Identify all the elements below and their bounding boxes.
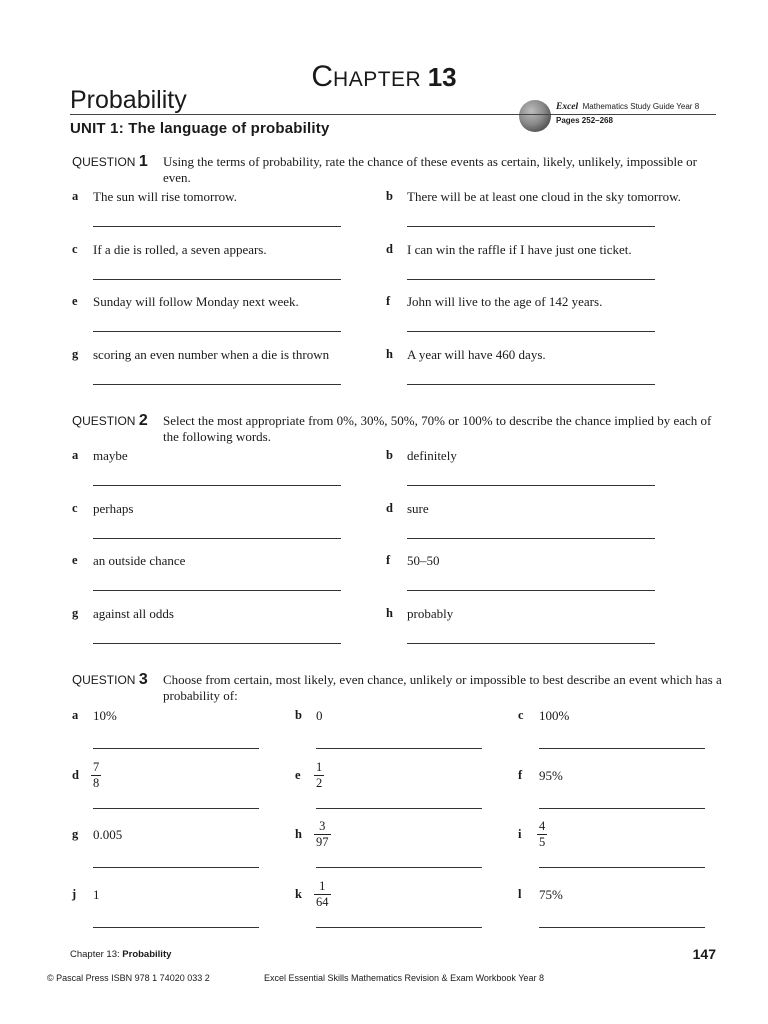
excel-brand: Excel	[556, 102, 579, 112]
item-letter: g	[72, 346, 79, 361]
item-letter: h	[386, 346, 393, 361]
answer-line[interactable]	[539, 748, 705, 749]
answer-line[interactable]	[407, 485, 655, 486]
study-guide-reference	[556, 102, 699, 112]
item-text: sure	[407, 500, 429, 516]
item-letter: e	[72, 294, 78, 308]
question-1-instructions: Using the terms of probability, rate the chance of these events as certain, likely, unlikely, impossible or even.	[163, 154, 697, 185]
footer-chapter-topic: Probability	[122, 949, 172, 960]
item-text: 1	[93, 886, 100, 902]
answer-line[interactable]	[407, 643, 655, 644]
fraction-denominator: 2	[316, 775, 323, 790]
question-label-initial: Q	[72, 413, 83, 428]
answer-line[interactable]	[539, 808, 705, 809]
item-text: The sun will rise tomorrow.	[93, 189, 237, 204]
item-text: 75%	[539, 886, 563, 902]
item-letter: d	[72, 767, 79, 782]
item-text: against all odds	[93, 605, 174, 621]
item-text: 95%	[539, 767, 563, 783]
item-letter: a	[72, 189, 79, 203]
item-fraction	[537, 819, 547, 850]
answer-line[interactable]	[93, 643, 341, 644]
item-letter: g	[72, 827, 79, 841]
item-letter: f	[386, 553, 391, 567]
item-letter: d	[386, 241, 393, 256]
item-fraction	[314, 819, 331, 850]
item-text: Sunday will follow Monday next week.	[93, 294, 299, 309]
question-number: 1	[138, 153, 148, 170]
excel-logo-badge	[519, 100, 551, 132]
item-text: definitely	[407, 448, 457, 463]
answer-line[interactable]	[93, 808, 259, 809]
item-letter: f	[518, 767, 523, 782]
question-label-rest: UESTION	[82, 673, 136, 687]
item-text: probably	[407, 605, 454, 621]
answer-line[interactable]	[93, 867, 259, 868]
question-label-initial: Q	[72, 672, 83, 687]
item-letter: e	[295, 767, 301, 782]
study-guide-pages: Pages 252–268	[556, 116, 613, 125]
item-text: 50–50	[407, 553, 440, 568]
item-letter: c	[72, 241, 78, 256]
item-letter: h	[295, 827, 302, 841]
answer-line[interactable]	[93, 226, 341, 227]
item-letter: i	[518, 827, 522, 841]
question-label-initial: Q	[72, 154, 83, 169]
fraction-numerator: 4	[539, 819, 546, 833]
answer-line[interactable]	[407, 590, 655, 591]
fraction-numerator: 3	[319, 819, 326, 833]
fraction-denominator: 8	[93, 775, 100, 790]
item-text: perhaps	[93, 500, 134, 516]
question-3-heading	[72, 671, 148, 689]
item-text: 0.005	[93, 827, 123, 842]
study-guide-title: Mathematics Study Guide Year 8	[582, 102, 700, 111]
item-letter: b	[386, 448, 393, 462]
answer-line[interactable]	[93, 384, 341, 385]
question-1-heading	[72, 153, 148, 171]
answer-line[interactable]	[93, 538, 341, 539]
answer-line[interactable]	[407, 384, 655, 385]
question-number: 3	[138, 671, 148, 688]
item-letter: e	[72, 553, 78, 567]
item-letter: k	[295, 886, 302, 901]
answer-line[interactable]	[316, 808, 482, 809]
item-letter: c	[72, 500, 78, 515]
fraction-numerator: 1	[316, 759, 323, 774]
item-letter: l	[518, 886, 522, 901]
answer-line[interactable]	[93, 590, 341, 591]
item-fraction	[314, 760, 324, 791]
chapter-number: 13	[427, 62, 457, 92]
answer-line[interactable]	[93, 927, 259, 928]
answer-line[interactable]	[316, 927, 482, 928]
item-letter: b	[386, 189, 393, 203]
question-2-heading	[72, 412, 148, 430]
question-number: 2	[138, 412, 148, 429]
fraction-denominator: 64	[316, 894, 329, 909]
page-number: 147	[692, 946, 716, 962]
item-text: There will be at least one cloud in the sky tomorrow.	[407, 189, 681, 204]
footer-chapter-prefix: Chapter 13:	[70, 949, 123, 960]
chapter-prefix-initial: C	[311, 60, 334, 93]
fraction-denominator: 5	[539, 835, 546, 849]
question-3-instructions: Choose from certain, most likely, even chance, unlikely or impossible to best describe an event which has a probability of:	[163, 672, 722, 703]
question-2-instructions: Select the most appropriate from 0%, 30%, 50%, 70% or 100% to describe the chance implied by each of the following words.	[163, 413, 712, 444]
copyright-notice: © Pascal Press ISBN 978 1 74020 033 2	[47, 973, 210, 983]
answer-line[interactable]	[407, 331, 655, 332]
chapter-prefix-rest: HAPTER	[333, 68, 422, 91]
item-letter: h	[386, 605, 393, 620]
item-text: 0	[316, 708, 323, 723]
item-text: 100%	[539, 708, 570, 723]
unit-title: UNIT 1: The language of probability	[70, 120, 330, 137]
fraction-numerator: 1	[319, 878, 326, 893]
item-text: If a die is rolled, a seven appears.	[93, 241, 267, 257]
answer-line[interactable]	[407, 226, 655, 227]
item-letter: c	[518, 708, 524, 722]
item-text: I can win the raffle if I have just one ticket.	[407, 241, 632, 257]
item-letter: f	[386, 294, 391, 308]
book-title: Excel Essential Skills Mathematics Revision & Exam Workbook Year 8	[264, 973, 544, 983]
fraction-denominator: 97	[316, 835, 329, 849]
topic-title: Probability	[70, 86, 187, 114]
item-letter: j	[72, 886, 77, 901]
answer-line[interactable]	[316, 867, 482, 868]
item-letter: d	[386, 500, 393, 515]
answer-line[interactable]	[93, 279, 341, 280]
item-text: maybe	[93, 448, 128, 463]
footer-chapter-label	[70, 949, 171, 960]
answer-line[interactable]	[93, 748, 259, 749]
answer-line[interactable]	[407, 538, 655, 539]
answer-line[interactable]	[93, 485, 341, 486]
header-rule	[70, 114, 716, 115]
answer-line[interactable]	[407, 279, 655, 280]
answer-line[interactable]	[93, 331, 341, 332]
item-letter: a	[72, 708, 79, 722]
item-letter: g	[72, 605, 79, 620]
item-fraction	[314, 879, 331, 910]
answer-line[interactable]	[316, 748, 482, 749]
answer-line[interactable]	[539, 927, 705, 928]
question-label-rest: UESTION	[82, 414, 136, 428]
item-text: 10%	[93, 708, 117, 723]
fraction-numerator: 7	[93, 759, 100, 774]
item-text: an outside chance	[93, 553, 186, 568]
answer-line[interactable]	[539, 867, 705, 868]
item-text: John will live to the age of 142 years.	[407, 294, 603, 309]
item-text: A year will have 460 days.	[407, 346, 546, 362]
item-fraction	[91, 760, 101, 791]
question-label-rest: UESTION	[82, 155, 136, 169]
item-letter: a	[72, 448, 79, 462]
item-letter: b	[295, 708, 302, 722]
item-text: scoring an even number when a die is thrown	[93, 346, 330, 362]
